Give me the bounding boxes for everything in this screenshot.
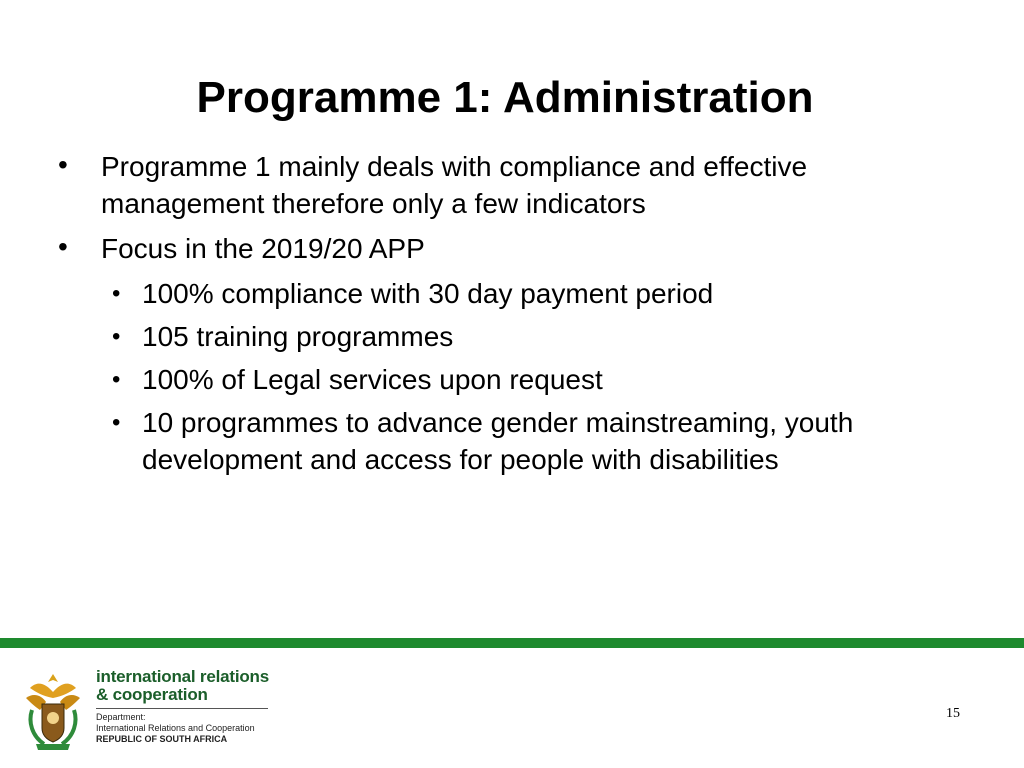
- bullet-item: [58, 148, 958, 222]
- sub-bullet-item: [100, 318, 958, 355]
- bullet-text: Programme 1 mainly deals with compliance and effective management therefore only a few indicators: [101, 151, 808, 219]
- footer-divider: [0, 638, 1024, 648]
- bullet-icon: •: [112, 366, 121, 393]
- sub-bullet-text: 100% compliance with 30 day payment period: [142, 278, 714, 309]
- sub-bullet-text: 105 training programmes: [142, 321, 454, 352]
- bullet-text: Focus in the 2019/20 APP: [101, 233, 425, 264]
- organisation-name: [96, 668, 269, 704]
- sub-bullet-text: 10 programmes to advance gender mainstreaming, youth development and access for people with disabilities: [142, 407, 854, 475]
- department-logo: [20, 668, 280, 758]
- dept-name: International Relations and Cooperation: [96, 723, 255, 733]
- coat-of-arms-icon: [22, 670, 84, 752]
- sub-bullet-item: [100, 275, 958, 312]
- sub-bullet-item: [100, 404, 958, 478]
- page-number: 15: [946, 706, 960, 721]
- logo-rule: [96, 708, 268, 709]
- country-name: REPUBLIC OF SOUTH AFRICA: [96, 734, 228, 744]
- sub-bullet-item: [100, 361, 958, 398]
- slide-title: Programme 1: Administration: [196, 73, 814, 122]
- dept-label: Department:: [96, 712, 146, 722]
- bullet-icon: •: [112, 280, 121, 307]
- bullet-icon: •: [112, 323, 121, 350]
- bullet-icon: •: [58, 149, 68, 180]
- bullet-icon: •: [58, 231, 68, 262]
- department-text: [96, 712, 255, 745]
- bullet-item: [58, 230, 958, 267]
- bullet-icon: •: [112, 409, 121, 436]
- org-line-1: international relations: [96, 667, 269, 686]
- bullet-list: [58, 148, 958, 484]
- org-line-2: & cooperation: [96, 685, 208, 704]
- sub-bullet-text: 100% of Legal services upon request: [142, 364, 603, 395]
